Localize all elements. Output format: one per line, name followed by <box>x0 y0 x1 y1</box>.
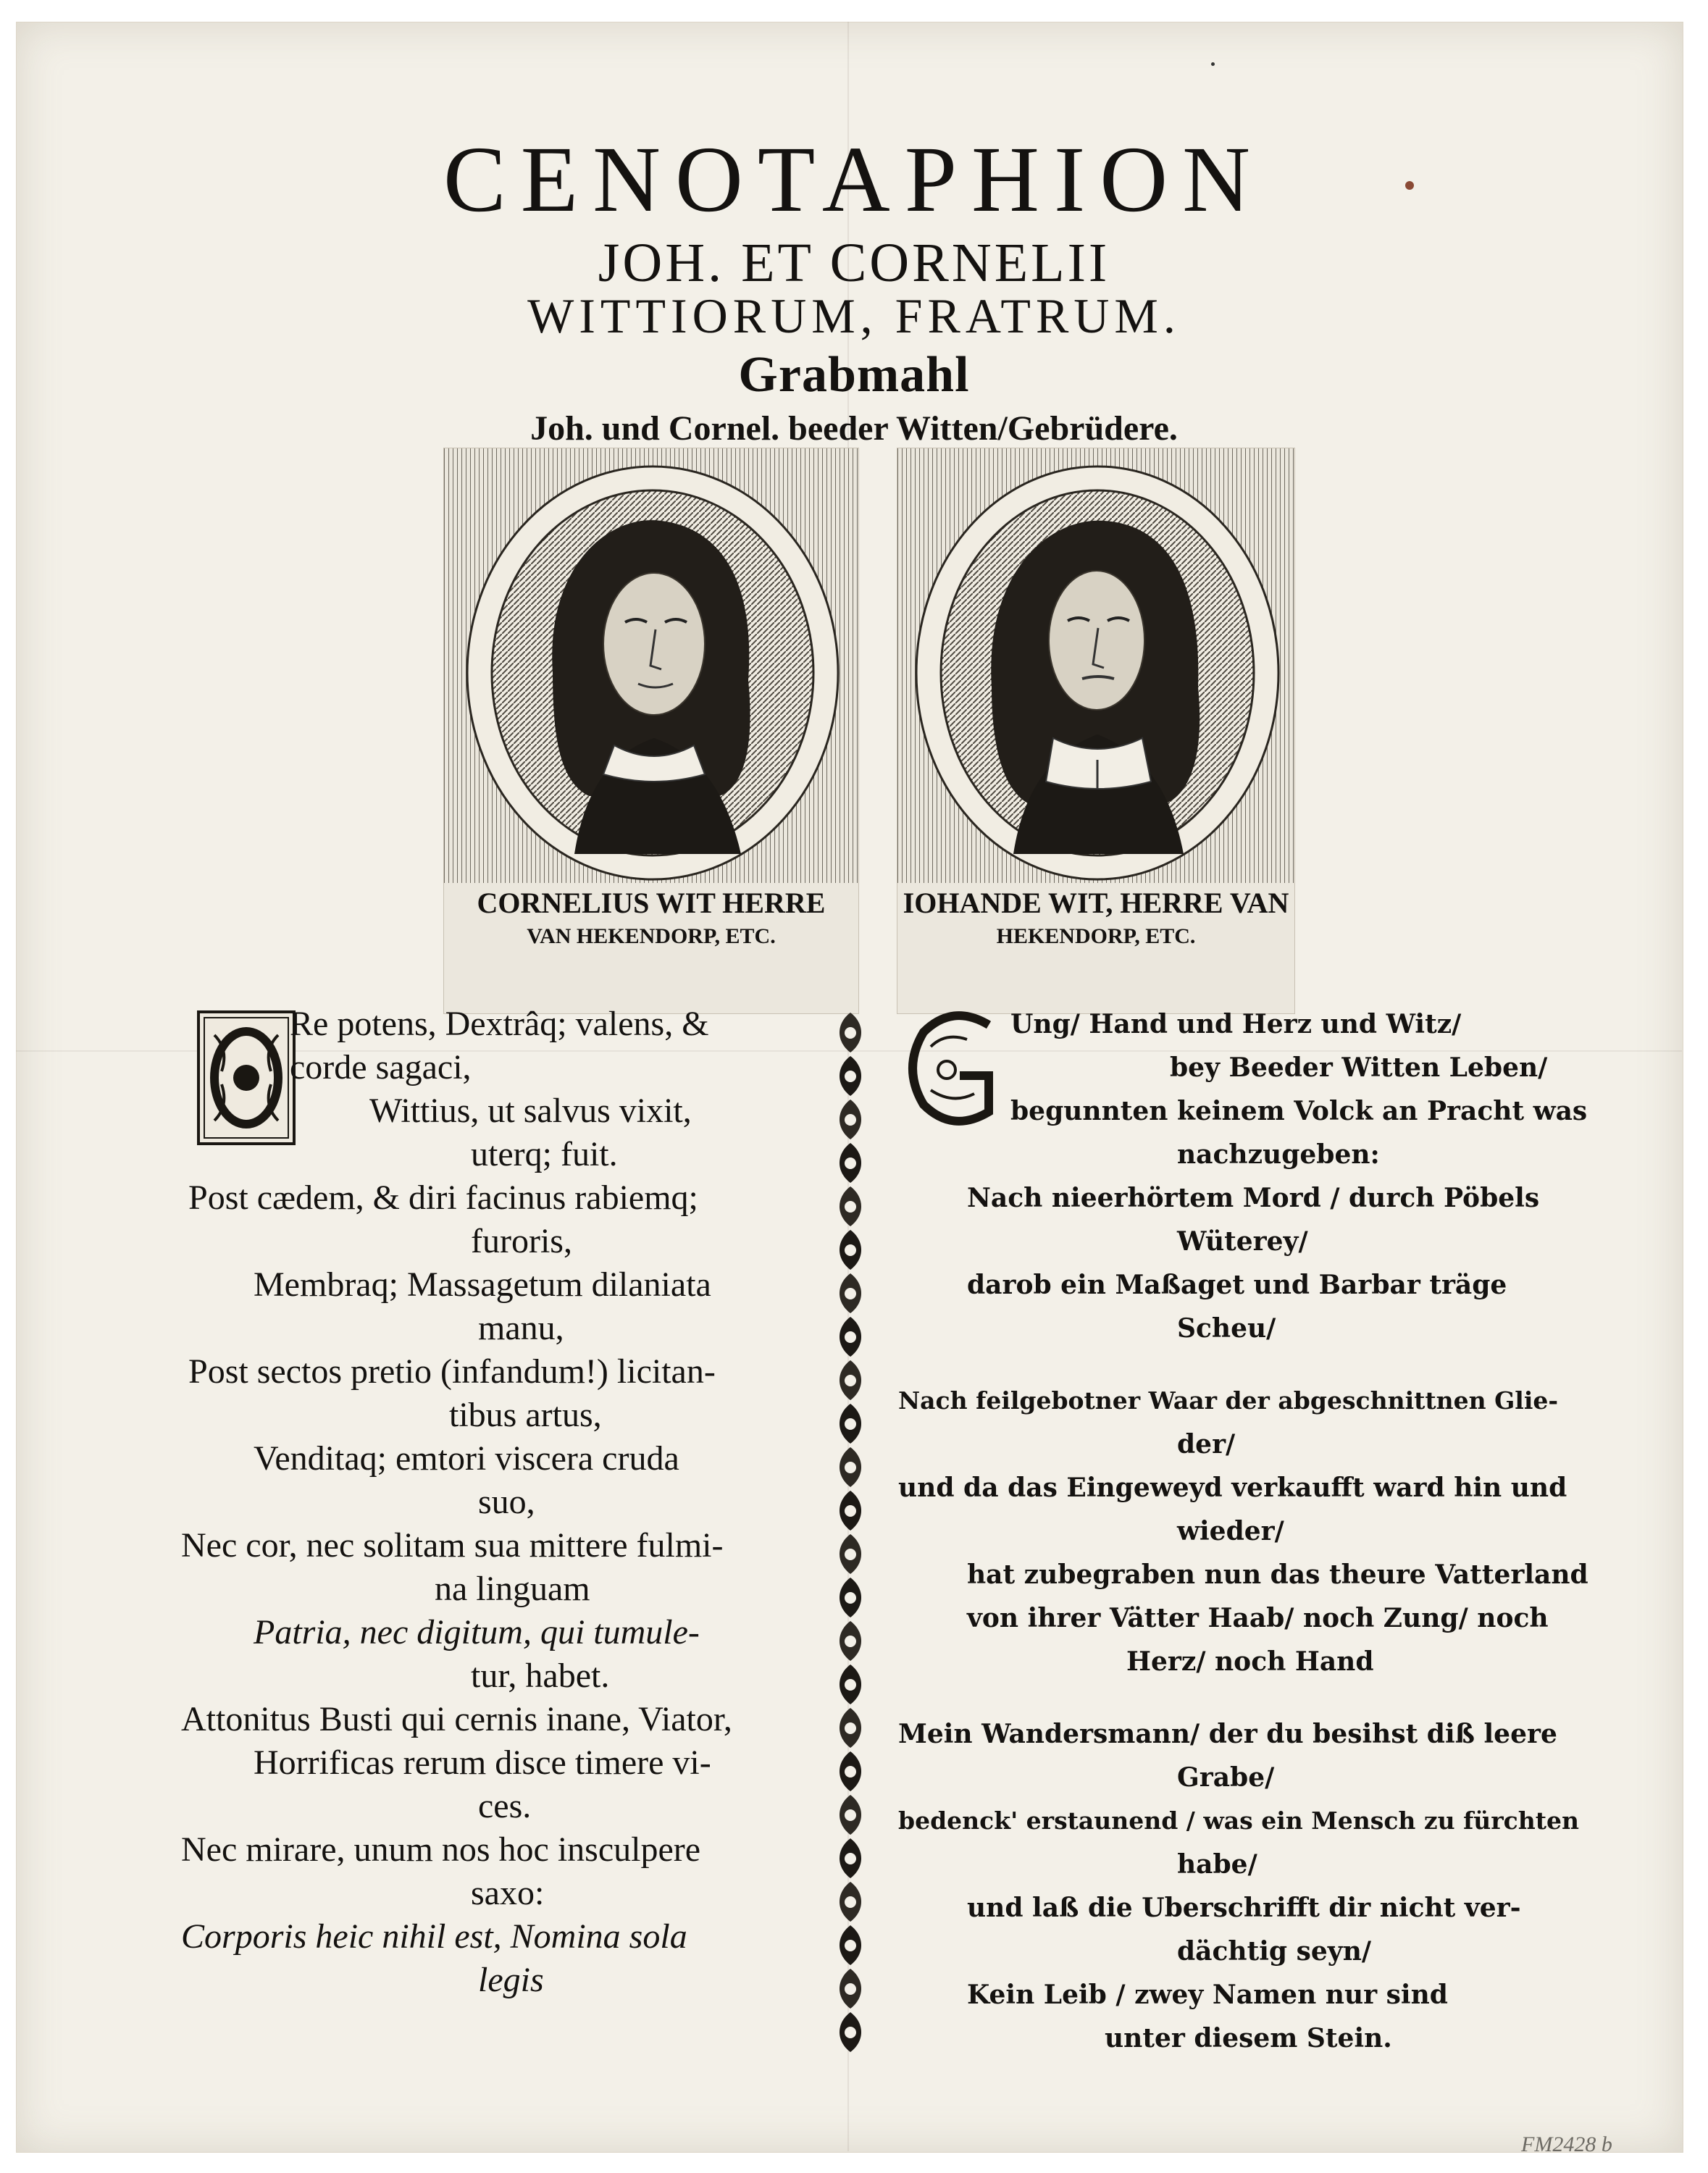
latin-line: tibus artus, <box>449 1396 602 1434</box>
german-line: Mein Wandersmann/ der du besihst diß leere <box>898 1719 1557 1749</box>
ornament-motif <box>840 2012 861 2052</box>
latin-line: Membraq; Massagetum dilaniata <box>254 1265 711 1304</box>
german-line: von ihrer Vätter Haab/ noch Zung/ noch <box>967 1603 1549 1633</box>
ornament-motif <box>840 1143 861 1183</box>
ornament-motif <box>840 1360 861 1400</box>
german-line: habe/ <box>1177 1849 1257 1880</box>
german-line: Wüterey/ <box>1177 1226 1308 1257</box>
portrait-caption-name: IOHANDE WIT, HERRE VAN <box>903 887 1289 919</box>
ornament-motif <box>840 1838 861 1878</box>
ornament-motif <box>840 1447 861 1487</box>
latin-line: Patria, nec digitum, qui tumule- <box>254 1613 700 1651</box>
ornament-motif <box>840 1621 861 1661</box>
portrait-caption-title: VAN HEKENDORP, ETC. <box>527 924 776 948</box>
title-brothers: WITTIORUM, FRATRUM. <box>527 288 1181 343</box>
german-line: begunnten keinem Volck an Pracht was <box>1010 1096 1588 1126</box>
latin-line: uterq; fuit. <box>471 1135 618 1173</box>
ornament-motif <box>840 1969 861 2009</box>
title-grabmahl: Grabmahl <box>738 347 970 403</box>
latin-line: suo, <box>478 1483 535 1521</box>
german-line: Ung/ Hand und Herz und Witz/ <box>1010 1009 1462 1039</box>
german-epitaph <box>887 1002 1588 2060</box>
ornamental-column-divider <box>832 1005 869 2057</box>
latin-line: Post sectos pretio (infandum!) licitan- <box>188 1352 716 1391</box>
latin-line: Re potens, Dextrâq; valens, & <box>290 1005 709 1043</box>
german-line: Herz/ noch Hand <box>1126 1646 1374 1677</box>
ornament-motif <box>840 1013 861 1052</box>
ornament-motif <box>840 1534 861 1574</box>
german-line: darob ein Maßaget und Barbar träge <box>967 1270 1507 1300</box>
ornament-motif <box>840 1317 861 1357</box>
ornament-motif <box>840 1491 861 1531</box>
latin-line: Post cædem, & diri facinus rabiemq; <box>188 1178 698 1217</box>
ornament-motif <box>840 1186 861 1226</box>
subtitle-german: Joh. und Cornel. beeder Witten/Gebrüdere. <box>530 409 1178 448</box>
portrait-cornelius-image <box>444 448 858 883</box>
german-line: Kein Leib / zwey Namen nur sind <box>967 1980 1448 2010</box>
german-line: unter diesem Stein. <box>1105 2023 1392 2053</box>
german-line: nachzugeben: <box>1177 1139 1380 1170</box>
german-line: Grabe/ <box>1177 1762 1275 1793</box>
german-line: und da das Eingeweyd verkaufft ward hin und <box>898 1473 1567 1503</box>
ornament-motif <box>840 1925 861 1965</box>
ornament-motif <box>840 1056 861 1096</box>
ornament-motif <box>840 1578 861 1617</box>
ornament-motif <box>840 1795 861 1835</box>
title-names: JOH. ET CORNELII <box>598 233 1110 293</box>
title-cenotaphion: CENOTAPHION <box>443 127 1265 232</box>
stanza-gap <box>887 1683 1539 1712</box>
latin-line: Nec cor, nec solitam sua mittere fulmi- <box>181 1526 724 1565</box>
latin-line: tur, habet. <box>471 1657 610 1695</box>
ornament-motif <box>840 1230 861 1270</box>
latin-line: Nec mirare, unum nos hoc insculpere <box>181 1830 701 1869</box>
german-line: bedenck' erstaunend / was ein Mensch zu fürchten <box>898 1806 1580 1835</box>
paper-speck <box>1211 62 1215 66</box>
latin-line: furoris, <box>471 1222 572 1260</box>
latin-line: Wittius, ut salvus vixit, <box>369 1092 692 1130</box>
german-line: Nach nieerhörtem Mord / durch Pöbels <box>967 1183 1540 1213</box>
latin-line: Attonitus Busti qui cernis inane, Viator, <box>181 1700 732 1738</box>
latin-line: ces. <box>478 1787 532 1825</box>
latin-line: manu, <box>478 1309 564 1347</box>
portrait-johan-image <box>897 448 1294 883</box>
german-line: wieder/ <box>1177 1516 1284 1546</box>
stanza-gap <box>887 1350 1539 1379</box>
latin-line: saxo: <box>471 1874 545 1912</box>
latin-line: legis <box>478 1961 544 1999</box>
latin-line: Corporis heic nihil est, Nomina sola <box>181 1917 687 1956</box>
ornament-motif <box>840 1708 861 1748</box>
portrait-caption-title: HEKENDORP, ETC. <box>996 924 1196 948</box>
latin-line: corde sagaci, <box>290 1048 472 1086</box>
ornament-motif <box>840 1273 861 1313</box>
german-line: und laß die Uberschrifft dir nicht ver- <box>967 1893 1521 1923</box>
inventory-number: FM2428 b <box>1521 2132 1612 2156</box>
german-line: der/ <box>1177 1429 1236 1460</box>
portrait-caption-name: CORNELIUS WIT HERRE <box>477 887 826 919</box>
latin-epitaph <box>174 1002 826 2002</box>
german-line: Scheu/ <box>1177 1313 1276 1344</box>
german-line: hat zubegraben nun das theure Vatterland <box>967 1559 1588 1590</box>
german-line: dächtig seyn/ <box>1177 1936 1372 1967</box>
german-line: Nach feilgebotner Waar der abgeschnittnen Glie- <box>898 1386 1559 1415</box>
ornament-motif <box>840 1751 861 1791</box>
german-line: bey Beeder Witten Leben/ <box>1170 1052 1548 1083</box>
ornament-motif <box>840 1404 861 1444</box>
latin-line: Horrificas rerum disce timere vi- <box>254 1743 711 1782</box>
ornament-motif <box>840 1665 861 1704</box>
portrait-plate-johan <box>897 448 1295 1014</box>
ornament-motif <box>840 1882 861 1922</box>
portrait-plate-cornelius <box>443 448 859 1014</box>
latin-line: na linguam <box>435 1570 590 1608</box>
latin-line: Venditaq; emtori viscera cruda <box>254 1439 679 1478</box>
ornament-motif <box>840 1100 861 1139</box>
